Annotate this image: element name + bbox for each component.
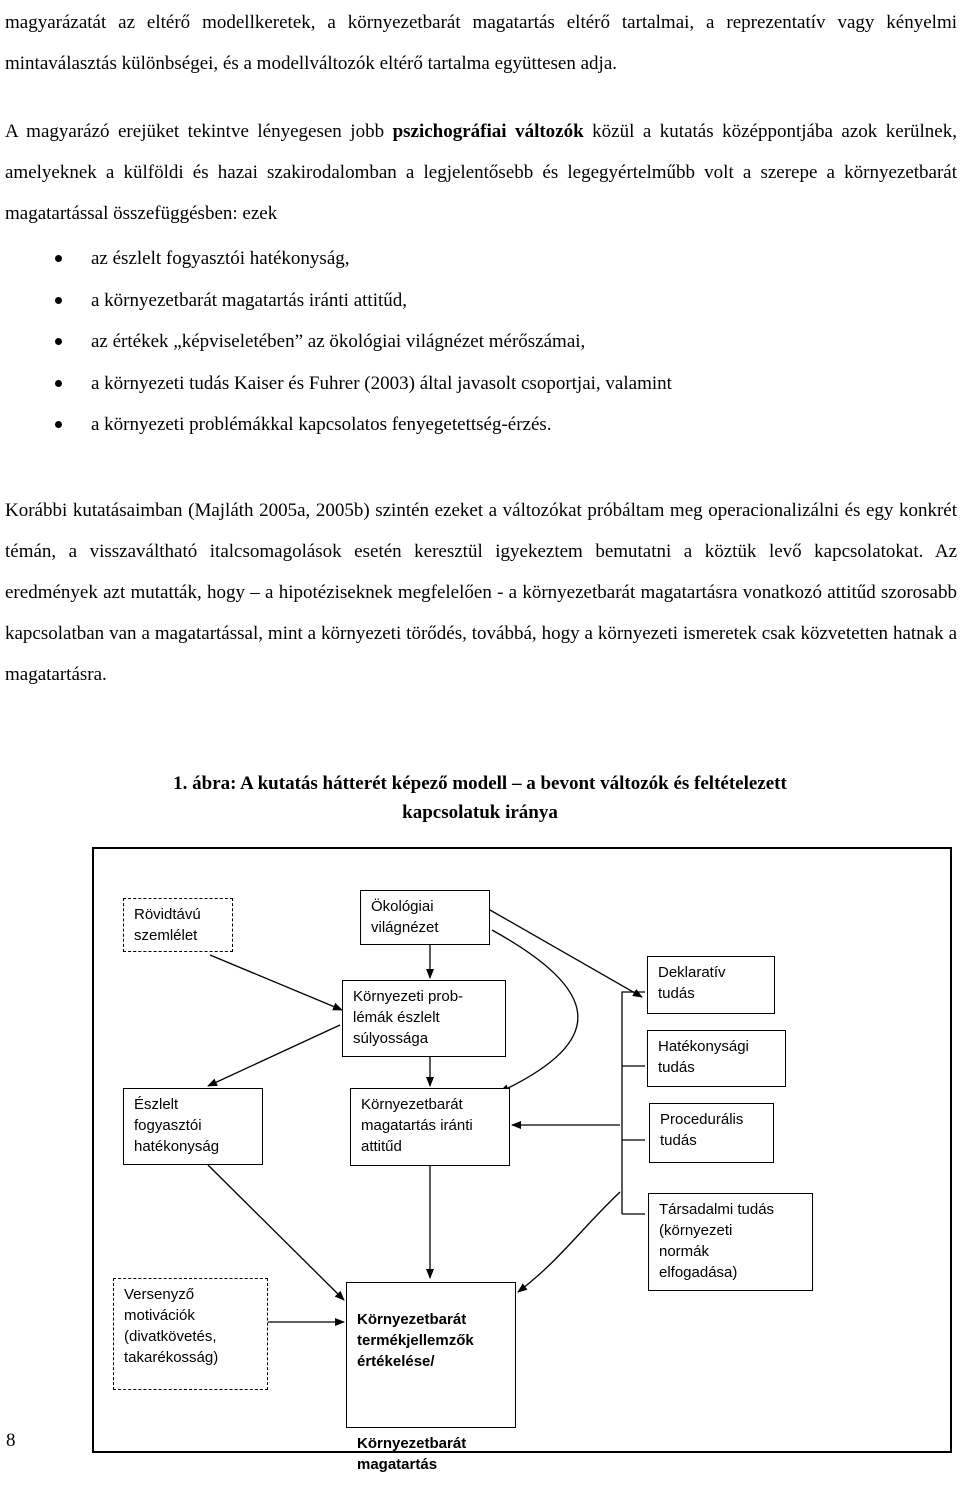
paragraph-2-start: A magyarázó erejüket tekintve lényegesen jobb — [5, 121, 385, 142]
arrow — [622, 992, 645, 1214]
box-perceived-efficacy: Észlelt fogyasztói hatékonyság — [123, 1088, 263, 1165]
box-product-evaluation: Környezetbarát termékjellemzők értékelése/ — [357, 1311, 474, 1370]
list-item: az értékek „képviseletében” az ökológiai világnézet mérőszámai, — [55, 321, 672, 363]
list-item: az észlelt fogyasztói hatékonyság, — [55, 238, 672, 280]
box-social-knowledge: Társadalmi tudás (környezeti normák elfogadása) — [648, 1193, 813, 1291]
box-competing-motivations: Versenyző motivációk (divatkövetés, takarékosság) — [113, 1278, 268, 1390]
figure-title-line-2: kapcsolatuk iránya — [402, 802, 558, 823]
paragraph-2-end: közül a kutatás középpontjába azok kerülnek, amelyeknek a külföldi és hazai szakirodalomban a legjelentősebb és legegyértelműbb volt a szerepe a környezetbarát magatartással összefüggésben: ezek — [5, 121, 957, 224]
list-item: a környezeti problémákkal kapcsolatos fenyegetettség-érzés. — [55, 404, 672, 446]
list-item: a környezetbarát magatartás iránti attitűd, — [55, 280, 672, 322]
box-procedural-knowledge: Procedurális tudás — [649, 1103, 774, 1163]
box-product-evaluation-behavior — [346, 1282, 516, 1473]
arrow — [490, 910, 642, 997]
paragraph-1: magyarázatát az eltérő modellkeretek, a környezetbarát magatartás eltérő tartalmai, a reprezentatív vagy kényelmi mintaválasztás különbségei, és a modellváltozók eltérő tartalma együttesen adja. — [5, 12, 957, 74]
box-problem-severity: Környezeti prob- lémák észlelt súlyossága — [342, 980, 506, 1057]
paragraph-2-bold: pszichográfiai változók — [392, 121, 584, 142]
page-number: 8 — [6, 1430, 16, 1451]
box-declarative-knowledge: Deklaratív tudás — [647, 956, 775, 1014]
box-attitude: Környezetbarát magatartás iránti attitűd — [350, 1088, 510, 1166]
box-efficiency-knowledge: Hatékonysági tudás — [647, 1030, 786, 1087]
box-ecological-worldview: Ökológiai világnézet — [360, 890, 490, 945]
figure-title-line-1: 1. ábra: A kutatás hátterét képező modell – a bevont változók és feltételezett — [173, 773, 787, 794]
arrow — [208, 1025, 340, 1086]
paragraph-3: Korábbi kutatásaimban (Majláth 2005a, 2005b) szintén ezeket a változókat próbáltam meg operacionalizálni és egy konkrét témán, a visszaváltható italcsomagolások esetén keresztül igyekeztem bemutatni a köztük levő kapcsolatokat. Az eredmények azt mutatták, hogy – a hipotéziseknek megfelelően - a környezetbarát magatartásra vonatkozó attitűd szorosabb kapcsolatban van a magatartással, mint a környezeti törődés, továbbá, hogy a környezeti ismeretek csak közvetetten hatnak a magatartásra. — [5, 500, 957, 685]
arrow — [518, 1192, 620, 1292]
box-short-term-view: Rövidtávú szemlélet — [123, 898, 233, 952]
box-behavior: Környezetbarát magatartás — [357, 1435, 467, 1473]
arrow — [210, 955, 342, 1010]
list-item: a környezeti tudás Kaiser és Fuhrer (2003) által javasolt csoportjai, valamint — [55, 363, 672, 405]
